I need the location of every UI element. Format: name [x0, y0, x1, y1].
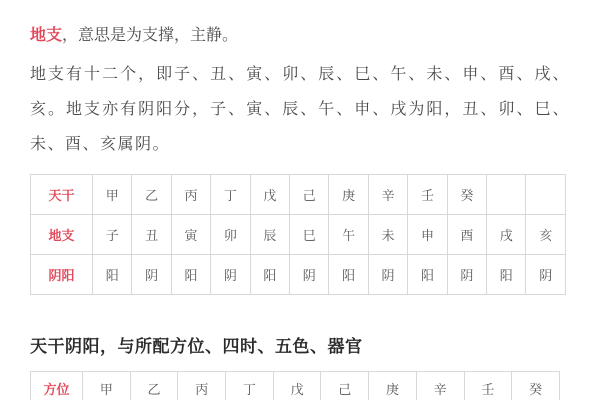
- table-row: [31, 215, 566, 255]
- term-dizhi: 地支: [30, 27, 63, 44]
- table-cell: 阴: [132, 255, 171, 295]
- table-cell: 子: [93, 215, 132, 255]
- table-row: [31, 372, 560, 400]
- table-cell: 申: [408, 215, 447, 255]
- row-label: 阴阳: [31, 255, 93, 295]
- table-cell: 丁: [226, 372, 274, 400]
- row-label: 天干: [31, 175, 93, 215]
- table-cell: 乙: [130, 372, 178, 400]
- table-cell: 辛: [416, 372, 464, 400]
- table-row: [31, 255, 566, 295]
- table-cell: 壬: [464, 372, 512, 400]
- table-cell: 辛: [368, 175, 407, 215]
- table-cell: 阳: [93, 255, 132, 295]
- table-cell: 丑: [132, 215, 171, 255]
- row-label: 方位: [31, 372, 83, 400]
- body-paragraph: 地支有十二个，即子、丑、寅、卯、辰、巳、午、未、申、酉、戌、亥。地支亦有阴阳分，子、寅、辰、午、申、戌为阳，丑、卯、巳、未、酉、亥属阴。: [30, 66, 570, 153]
- term-definition: ，意思是为支撑，主静。: [62, 27, 239, 44]
- table-cell: 阴: [290, 255, 329, 295]
- table-cell: 阴: [368, 255, 407, 295]
- table-cell: 甲: [93, 175, 132, 215]
- table-cell: 戊: [273, 372, 321, 400]
- table-cell: 阴: [211, 255, 250, 295]
- row-label: 地支: [31, 215, 93, 255]
- table-cell: 午: [329, 215, 368, 255]
- table-cell: 阳: [250, 255, 289, 295]
- table-cell: 阴: [447, 255, 486, 295]
- table-cell: 巳: [290, 215, 329, 255]
- table-cell: 戊: [250, 175, 289, 215]
- table-cell: 戌: [487, 215, 526, 255]
- table-cell: 亥: [526, 215, 566, 255]
- table-cell: 壬: [408, 175, 447, 215]
- table-cell: 阳: [329, 255, 368, 295]
- table-cell: 丙: [171, 175, 210, 215]
- table-cell: 甲: [83, 372, 131, 400]
- table-cell: 庚: [369, 372, 417, 400]
- table-cell: 阳: [171, 255, 210, 295]
- table-cell: [526, 175, 566, 215]
- ganzhi-table: [30, 174, 566, 295]
- table-cell: 卯: [211, 215, 250, 255]
- table-cell: 庚: [329, 175, 368, 215]
- table-cell: 己: [290, 175, 329, 215]
- table-cell: 丙: [178, 372, 226, 400]
- table-cell: [487, 175, 526, 215]
- table-cell: 癸: [447, 175, 486, 215]
- table-cell: 辰: [250, 215, 289, 255]
- table-row: [31, 175, 566, 215]
- section-heading: 天干阴阳，与所配方位、四时、五色、器官: [30, 337, 363, 356]
- table-cell: 癸: [512, 372, 560, 400]
- table-cell: 阳: [408, 255, 447, 295]
- intro-line: [30, 0, 570, 48]
- table-cell: 未: [368, 215, 407, 255]
- table-cell: 己: [321, 372, 369, 400]
- table-cell: 寅: [171, 215, 210, 255]
- table-cell: 丁: [211, 175, 250, 215]
- table-cell: 乙: [132, 175, 171, 215]
- table-cell: 阳: [487, 255, 526, 295]
- table-cell: 阴: [526, 255, 566, 295]
- table-cell: 酉: [447, 215, 486, 255]
- fangwei-table: [30, 371, 560, 400]
